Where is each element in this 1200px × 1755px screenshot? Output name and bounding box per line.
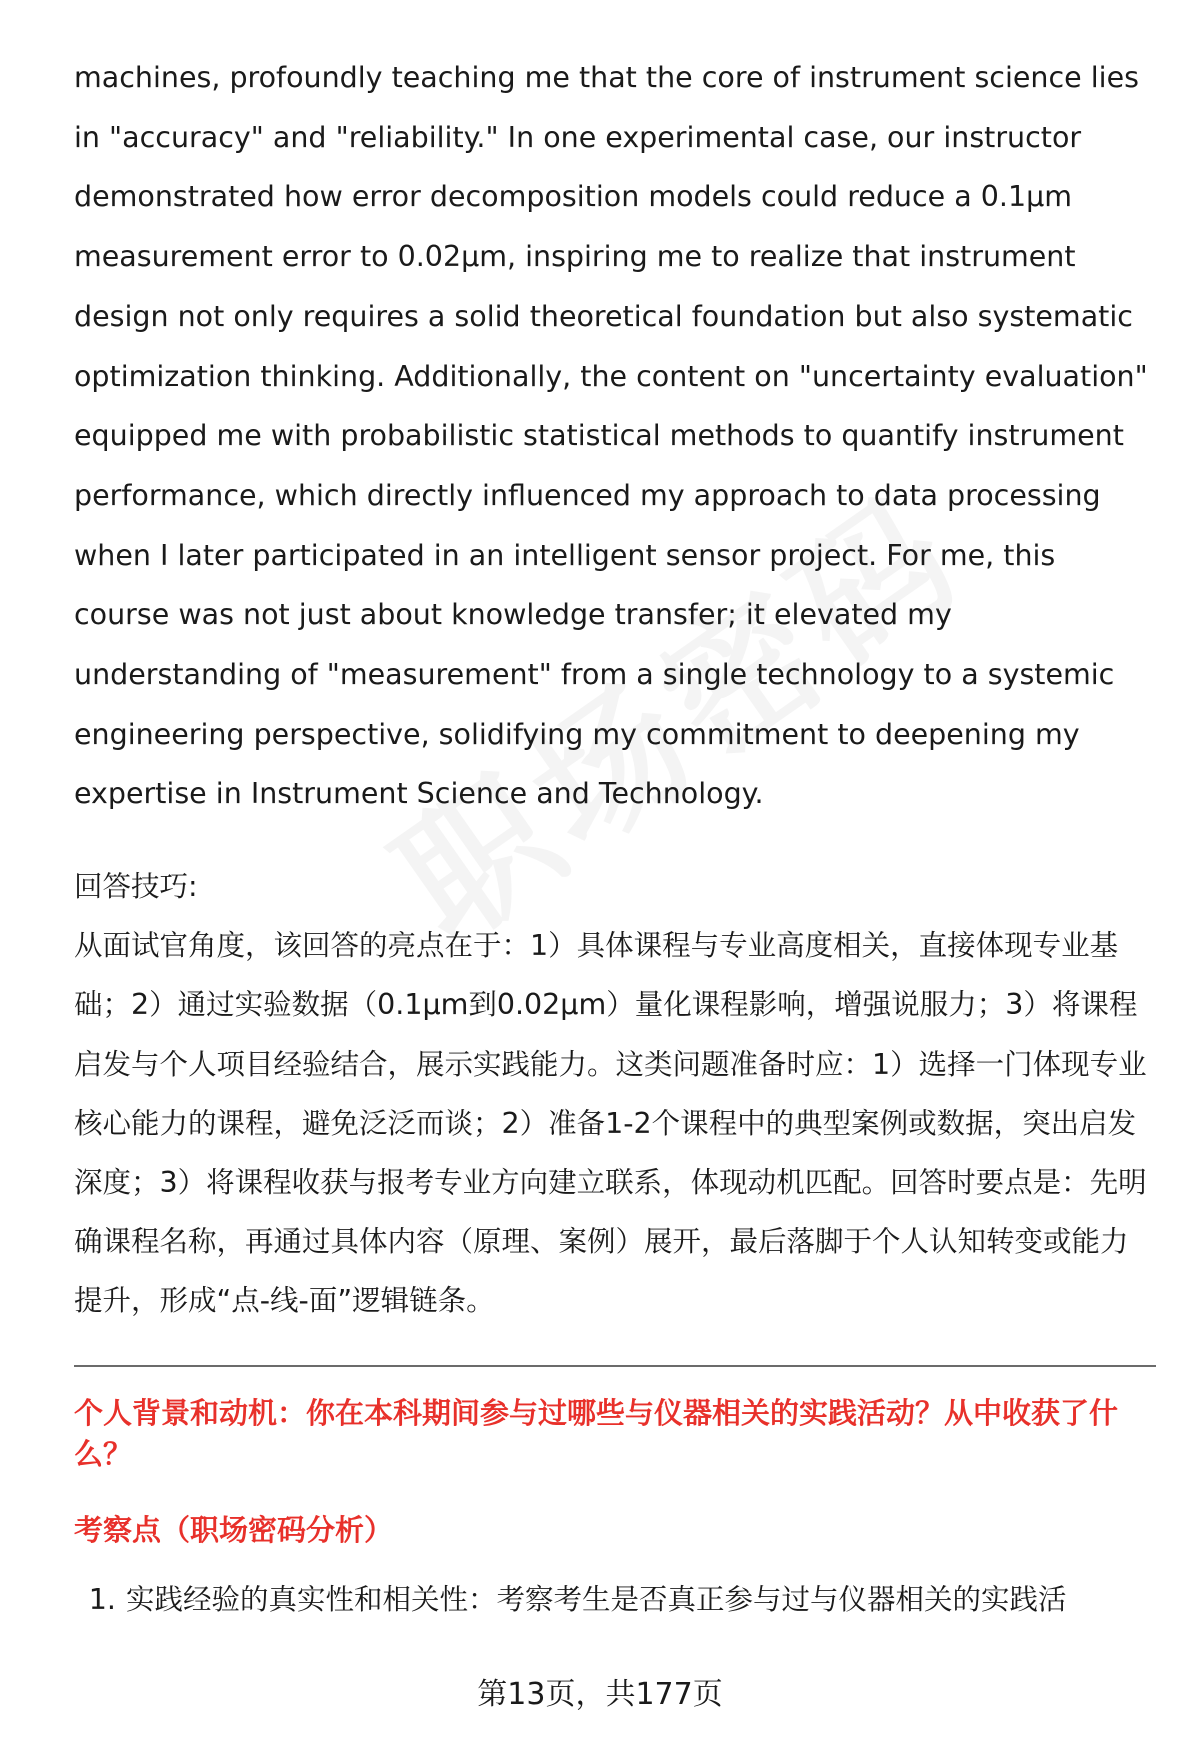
list-item-number: 1. — [88, 1582, 116, 1616]
list-item — [74, 1579, 1154, 1621]
english-answer-paragraph: machines, profoundly teaching me that the core of instrument science lies in "accuracy" and "reliability." In one experimental case, our instructor demonstrated how error decomposition models could reduce a 0.1μm measurement error to 0.02μm, inspiring me to realize that instrument design not only requires a solid theoretical foundation but also systematic optimization thinking. Additionally, the content on "uncertainty evaluation" equipped me with probabilistic statistical methods to quantify instrument performance, which directly influenced my approach to data processing when I later participated in an intelligent sensor project. For me, this course was not just about knowledge transfer; it elevated my understanding of "measurement" from a single technology to a systemic engineering perspective, solidifying my commitment to deepening my expertise in Instrument Science and Technology. — [74, 61, 1148, 811]
question-heading: 个人背景和动机：你在本科期间参与过哪些与仪器相关的实践活动？从中收获了什么？ — [74, 1395, 1119, 1471]
tips-body: 从面试官角度，该回答的亮点在于：1）具体课程与专业高度相关，直接体现专业基础；2）通过实验数据（0.1μm到0.02μm）量化课程影响，增强说服力；3）将课程启发与个人项目经验结合，展示实践能力。这类问题准备时应：1）选择一门体现专业核心能力的课程，避免泛泛而谈；2）准备1-2个课程中的典型案例或数据，突出启发深度；3）将课程收获与报考专业方向建立联系，体现动机匹配。回答时要点是：先明确课程名称，再通过具体内容（原理、案例）展开，最后落脚于个人认知转变或能力提升，形成“点-线-面”逻辑链条。 — [74, 929, 1147, 1318]
list-item-text: 实践经验的真实性和相关性：考察考生是否真正参与过与仪器相关的实践活 — [126, 1582, 1067, 1616]
page-content — [74, 48, 1154, 1621]
assessment-points-heading: 考察点（职场密码分析） — [74, 1512, 394, 1547]
tips-title: 回答技巧: — [74, 870, 198, 904]
assessment-points-list — [74, 1579, 1154, 1621]
section-divider — [74, 1365, 1156, 1367]
page-number-footer: 第13页，共177页 — [477, 1677, 723, 1712]
